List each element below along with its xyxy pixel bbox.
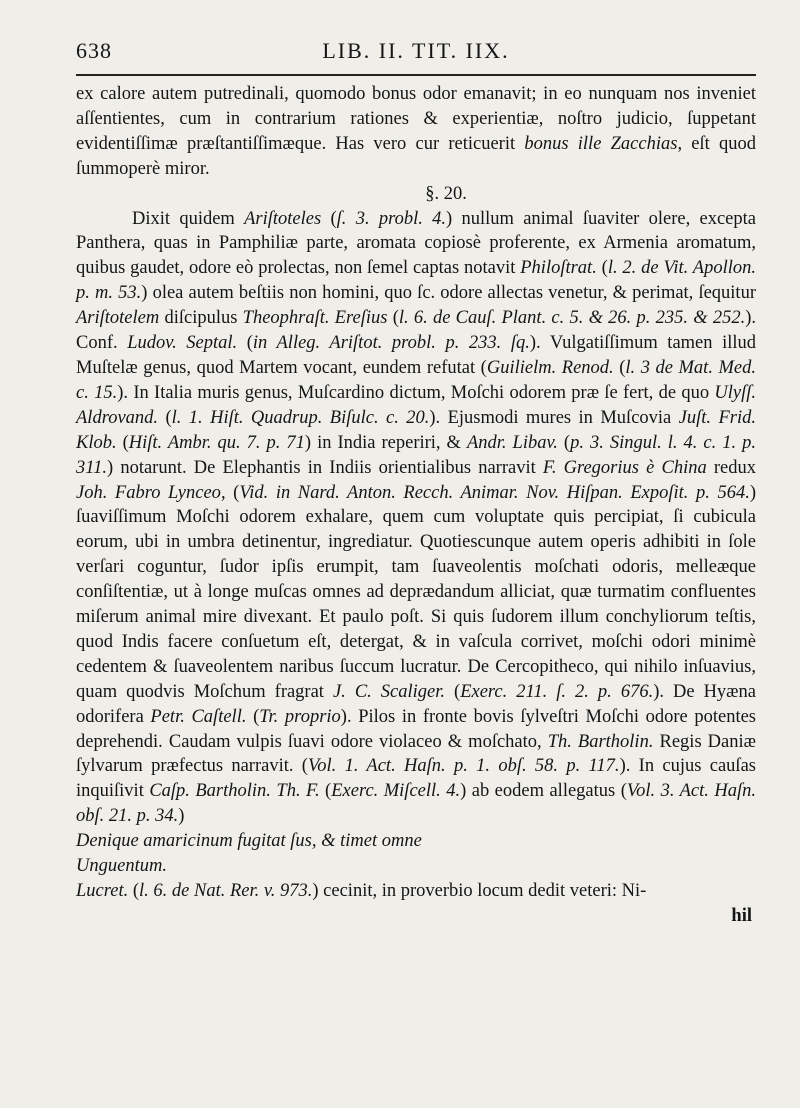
verse-quote (76, 829, 756, 879)
page-header (76, 38, 756, 68)
header-rule (76, 74, 756, 76)
body-text (76, 82, 756, 929)
running-title: LIB. II. TIT. IIX. (322, 38, 510, 63)
paragraph-2: Dixit quidem Ariſtoteles (ſ. 3. probl. 4.) nullum animal ſuaviter olere, excepta Panthera, quas in Pamphiliæ parte, aromata copiosè proferente, ex Armenia aromatum, quibus gaudet, odore eò prolectas, non ſemel captas notavit Philoſtrat. (l. 2. de Vit. Apollon. p. m. 53.) olea autem beſtiis non homini, quo ſc. odore allectas venetur, & perimat, ſequitur Ariſtotelem diſcipulus Theophraſt. Ereſius (l. 6. de Cauſ. Plant. c. 5. & 26. p. 235. & 252.). Conf. Ludov. Septal. (in Alleg. Ariſtot. probl. p. 233. ſq.). Vulgatiſſimum tamen illud Muſtelæ genus, quod Martem vocant, eundem refutat (Guilielm. Renod. (l. 3 de Mat. Med. c. 15.). In Italia muris genus, Muſcardino dictum, Moſchi odorem præ ſe fert, de quo Ulyſſ. Aldrovand. (l. 1. Hiſt. Quadrup. Biſulc. c. 20.). Ejusmodi mures in Muſcovia Juſt. Frid. Klob. (Hiſt. Ambr. qu. 7. p. 71) in India reperiri, & Andr. Libav. (p. 3. Singul. l. 4. c. 1. p. 311.) notarunt. De Elephantis in Indiis orientialibus narravit F. Gregorius è China redux Joh. Fabro Lynceo, (Vid. in Nard. Anton. Recch. Animar. Nov. Hiſpan. Expoſit. p. 564.) ſuaviſſimum Moſchi odorem exhalare, quem cum voluptate quis percipiat, ſi cubicula eorum, ubi in umbra detinentur, ingrediatur. Quotiescunque autem operis adhibiti in ſole verſari coguntur, ſudor ipſis erumpit, tam ſuaveolentis moſchati odoris, melleæque conſiſtentiæ, ut à longe muſcas omnes ad deprædandum alliciat, quæ turmatim confluentes miſerum animal mire divexant. Et paulo poſt. Si quis ſudorem illum conchyliorum teſtis, quod Indis facere conſuetum eſt, detergat, & in vaſcula corrivet, moſchi odori minimè cedentem & ſuaveolentem naribus ſuccum lucratur. De Cercopitheco, qui nihilo inſuavius, quam quodvis Moſchum fragrat J. C. Scaliger. (Exerc. 211. ſ. 2. p. 676.). De Hyæna odorifera Petr. Caſtell. (Tr. proprio). Pilos in fronte bovis ſylveſtri Moſchi odore potentes deprehendi. Caudam vulpis ſuavi odore violaceo & moſchato, Th. Bartholin. Regis Daniæ ſylvarum præfectus narravit. (Vol. 1. Act. Haſn. p. 1. obſ. 58. p. 117.). In cujus cauſas inquiſivit Caſp. Bartholin. Th. F. (Exerc. Miſcell. 4.) ab eodem allegatus (Vol. 3. Act. Haſn. obſ. 21. p. 34.) (76, 208, 757, 827)
paragraph-3: Lucret. (l. 6. de Nat. Rer. v. 973.) cecinit, in proverbio locum dedit veteri: Ni- (76, 881, 647, 901)
paragraph-1: ex calore autem putredinali, quomodo bonus odor emanavit; in eo nunquam nos inveniet aſſentientes, cum in contrarium rationes & experientiæ, noſtro judicio, ſuppetant evidentiſſimæ præſtantiſſimæque. Has vero cur reticuerit bonus ille Zacchias, eſt quod ſummoperè miror. (76, 84, 756, 179)
section-heading: §. 20. (425, 183, 467, 204)
page-number: 638 (76, 38, 112, 63)
verse-line-2: Unguentum. (76, 856, 167, 877)
catchword: hil (731, 905, 752, 926)
verse-line-1: Denique amaricinum fugitat ſus, & timet omne (76, 831, 422, 852)
